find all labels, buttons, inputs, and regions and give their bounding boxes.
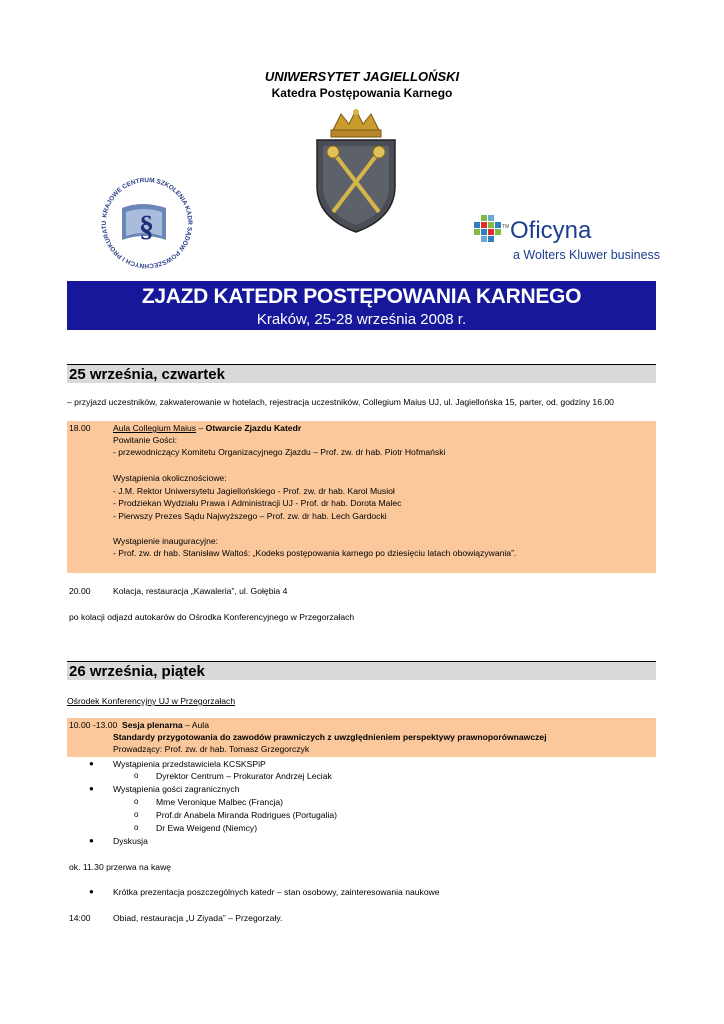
list-item: Dyskusja (113, 836, 148, 846)
wolters-kluwer-icon (472, 214, 502, 244)
plenary-header (69, 720, 209, 731)
university-name: UNIWERSYTET JAGIELLOŃSKI (264, 69, 460, 84)
session-time: 18.00 (69, 423, 91, 433)
title-banner (67, 281, 656, 330)
plenary-chair: Prowadzący: Prof. zw. dr hab. Tomasz Grzegorczyk (113, 744, 310, 754)
after-dinner-note: po kolacji odjazd autokarów do Ośrodka Konferencyjnego w Przegorzałach (69, 612, 355, 622)
list-item: Dyrektor Centrum – Prokurator Andrzej Leciak (156, 771, 332, 781)
bullet-icon: ● (89, 836, 94, 845)
agenda-line: - Prodziekan Wydziału Prawa i Administracji UJ - Prof. dr hab. Dorota Malec (113, 498, 402, 508)
list-item: Prof.dr Anabela Miranda Rodrigues (Portugalia) (156, 810, 338, 820)
list-item: Dr Ewa Weigend (Niemcy) (156, 823, 258, 833)
trademark-mark: TM (502, 224, 510, 230)
agenda-line: Powitanie Gości: (113, 435, 178, 445)
agenda-line: Wystąpienie inauguracyjne: (113, 536, 219, 546)
oficyna-logo (472, 214, 662, 262)
circle-bullet-icon: o (134, 810, 139, 819)
plenary-place: – Aula (182, 720, 209, 730)
agenda-line: - Prof. zw. dr hab. Stanisław Waltoś: „Kodeks postępowania karnego po dziesięciu latach obowiązywania”. (113, 548, 517, 558)
dinner-text: Kolacja, restauracja „Kawaleria”, ul. Gołębia 4 (113, 586, 288, 596)
event-dates: Kraków, 25-28 września 2008 r. (256, 311, 467, 328)
session-title: Otwarcie Zjazdu Katedr (205, 423, 302, 433)
svg-text:KRAJOWE CENTRUM SZKOLENIA KADR: KRAJOWE CENTRUM SZKOLENIA KADR SĄDÓW POWSZECHNYCH I PROKURATU (100, 176, 194, 270)
svg-text:§: § (139, 210, 154, 243)
list-item: Wystąpienia przedstawiciela KCSKSPiP (113, 759, 266, 769)
day1-intro: – przyjazd uczestników, zakwaterowanie w hotelach, rejestracja uczestników, Collegium Maius UJ, ul. Jagiellońska 15, parter, od. godziny 16.00 (67, 397, 614, 407)
circle-bullet-icon: o (134, 771, 139, 780)
separator: – (196, 423, 206, 433)
plenary-title: Sesja plenarna (122, 720, 183, 730)
lunch-time: 14:00 (69, 913, 91, 923)
agenda-line: Wystąpienia okolicznościowe: (113, 473, 227, 483)
oficyna-tagline: a Wolters Kluwer business (513, 248, 661, 262)
coffee-break: ok. 11.30 przerwa na kawę (69, 862, 172, 872)
session-header (113, 423, 301, 434)
plenary-topic: Standardy przygotowania do zawodów prawniczych z uwzględnieniem perspektywy prawnoporównawczej (113, 732, 547, 742)
bullet-icon: ● (89, 887, 94, 896)
university-crest-logo (313, 108, 399, 234)
plenary-time: 10.00 -13.00 (69, 720, 118, 730)
day1-heading: 25 września, czwartek (67, 364, 656, 383)
circle-bullet-icon: o (134, 797, 139, 806)
agenda-line: - przewodniczący Komitetu Organizacyjnego Zjazdu – Prof. zw. dr hab. Piotr Hofmański (113, 447, 446, 457)
day2-venue (67, 696, 235, 707)
circle-bullet-icon: o (134, 823, 139, 832)
agenda-line: - J.M. Rektor Uniwersytetu Jagiellońskiego - Prof. zw. dr hab. Karol Musioł (113, 486, 395, 496)
kcsksip-seal-logo (92, 168, 202, 278)
bullet-icon: ● (89, 759, 94, 768)
list-item: Wystąpienia gości zagranicznych (113, 784, 240, 794)
oficyna-wordmark: Oficyna (510, 217, 592, 244)
lunch-text: Obiad, restauracja „U Ziyada” – Przegorzały. (113, 913, 283, 923)
department-name: Katedra Postępowania Karnego (271, 86, 453, 100)
list-item: Krótka prezentacja poszczególnych katedr – stan osobowy, zainteresowania naukowe (113, 887, 440, 897)
day2-heading: 26 września, piątek (67, 661, 656, 680)
venue-text: Ośrodek Konferencyjny UJ w Przegorzałach (67, 696, 236, 706)
list-item: Mme Veronique Malbec (Francja) (156, 797, 284, 807)
agenda-line: - Pierwszy Prezes Sądu Najwyższego – Prof. zw. dr hab. Lech Gardocki (113, 511, 387, 521)
bullet-icon: ● (89, 784, 94, 793)
event-title: ZJAZD KATEDR POSTĘPOWANIA KARNEGO (141, 285, 582, 308)
dinner-time: 20.00 (69, 586, 91, 596)
session-place: Aula Collegium Maius (113, 423, 197, 433)
